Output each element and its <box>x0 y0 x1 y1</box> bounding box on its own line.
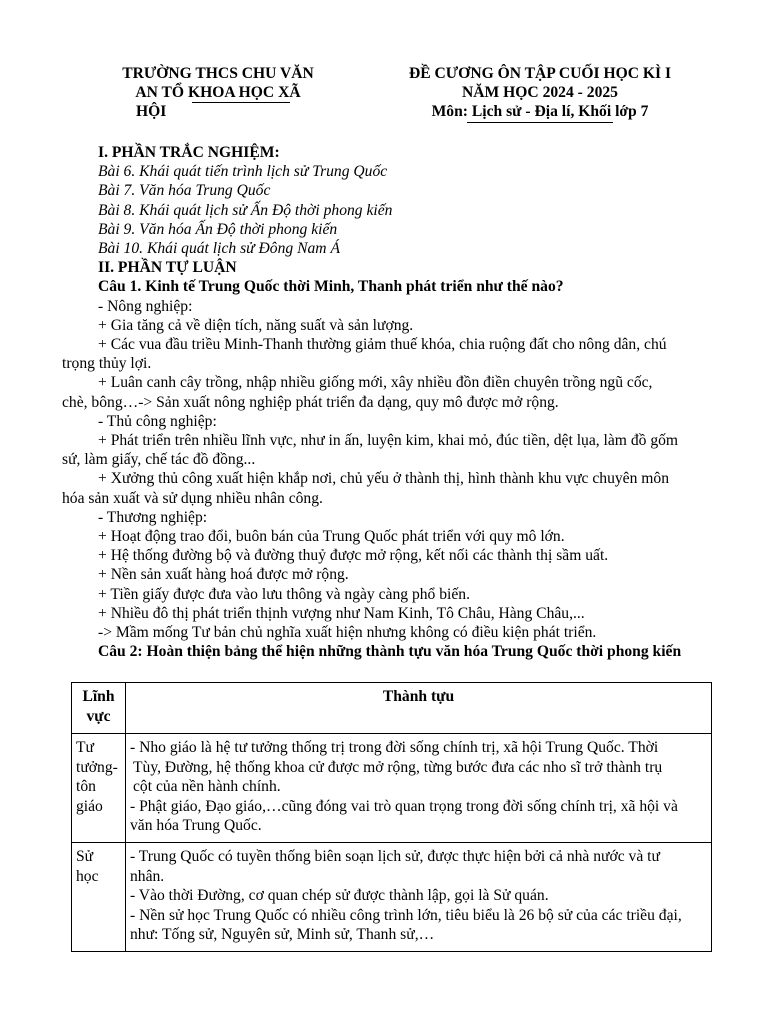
part2-heading: II. PHẦN TỰ LUẬN <box>98 259 237 277</box>
field-cell <box>72 734 126 843</box>
lesson-item: Bài 9. Văn hóa Ấn Độ thời phong kiến <box>98 220 338 238</box>
agriculture-point-cont: trọng thủy lợi. <box>62 355 152 373</box>
column-header-achievement: Thành tựu <box>126 683 712 734</box>
school-header <box>110 64 326 122</box>
commerce-point: + Nền sản xuất hàng hoá được mở rộng. <box>98 566 349 584</box>
commerce-point: + Tiền giấy được đưa vào lưu thông và ngày càng phổ biến. <box>98 585 470 603</box>
subject-prefix: Môn: <box>431 103 472 121</box>
question-1-title: Câu 1. Kinh tế Trung Quốc thời Minh, Thanh phát triển như thế nào? <box>98 278 564 296</box>
field-text: Tư <box>76 739 94 756</box>
header-text: Lĩnh <box>82 688 115 705</box>
achievement-text: - Phật giáo, Đạo giáo,…cũng đóng vai trò quan trọng trong đời sống chính trị, xã hội và <box>130 797 678 815</box>
header-text: vực <box>86 707 111 725</box>
question-2-title: Câu 2: Hoàn thiện bảng thể hiện những thành tựu văn hóa Trung Quốc thời phong kiến <box>98 643 682 661</box>
handicraft-point: + Phát triển trên nhiều lĩnh vực, như in ấn, luyện kim, khai mỏ, đúc tiền, dệt lụa, làm đồ gốm <box>98 432 679 450</box>
table-row <box>72 734 712 843</box>
achievement-cell <box>126 842 712 951</box>
agriculture-heading: - Nông nghiệp: <box>98 297 193 315</box>
achievement-text: nhân. <box>130 867 165 885</box>
agriculture-point-cont: chè, bông…-> Sản xuất nông nghiệp phát triển đa dạng, quy mô được mở rộng. <box>62 393 559 411</box>
achievement-text: Tùy, Đường, hệ thống khoa cử được mở rộng, từng bước đưa các nho sĩ trở thành trụ <box>133 758 663 776</box>
handicraft-point-cont: hóa sản xuất và sử dụng nhiều nhân công. <box>62 489 323 507</box>
agriculture-point: + Luân canh cây trồng, nhập nhiều giống mới, xây nhiều đồn điền chuyên trồng ngũ cốc, <box>98 374 653 392</box>
document-body <box>62 143 722 661</box>
subject-name: Lịch sử - Địa lí, Khối lớp 7 <box>471 103 649 121</box>
subject-line <box>380 102 700 121</box>
commerce-point: + Hoạt động trao đổi, buôn bán của Trung Quốc phát triển với quy mô lớn. <box>98 528 565 546</box>
achievement-text: - Nho giáo là hệ tư tưởng thống trị trong đời sống chính trị, xã hội Trung Quốc. Thời <box>130 739 659 756</box>
subject-underline <box>467 122 613 123</box>
document-title-block <box>380 64 700 122</box>
header-underline <box>192 102 290 103</box>
school-name-line2: AN TỔ KHOA HỌC XÃ <box>135 84 301 102</box>
achievements-table <box>71 682 712 952</box>
achievement-text: - Vào thời Đường, cơ quan chép sử được thành lập, gọi là Sử quán. <box>130 887 549 905</box>
lesson-item: Bài 8. Khái quát lịch sử Ấn Độ thời phong kiến <box>98 201 393 219</box>
column-header-field <box>72 683 126 734</box>
field-text: tưởng- <box>76 758 118 776</box>
school-name-line1: TRƯỜNG THCS CHU VĂN <box>122 65 314 82</box>
document-title: ĐỀ CƯƠNG ÔN TẬP CUỐI HỌC KÌ I <box>408 65 672 82</box>
field-cell <box>72 842 126 951</box>
lesson-item: Bài 10. Khái quát lịch sử Đông Nam Á <box>98 240 340 258</box>
field-text: học <box>76 867 99 885</box>
table-row <box>72 842 712 951</box>
achievement-cell <box>126 734 712 843</box>
handicraft-heading: - Thủ công nghiệp: <box>98 412 217 430</box>
achievement-text: văn hóa Trung Quốc. <box>130 817 262 835</box>
commerce-conclusion: -> Mầm mống Tư bản chủ nghĩa xuất hiện nhưng không có điều kiện phát triển. <box>98 624 597 642</box>
commerce-point: + Nhiều đô thị phát triển thịnh vượng như Nam Kinh, Tô Châu, Hàng Châu,... <box>98 604 585 622</box>
handicraft-point-cont: sứ, làm giấy, chế tác đồ đồng... <box>62 451 256 469</box>
lesson-item: Bài 7. Văn hóa Trung Quốc <box>98 182 271 200</box>
achievement-text: - Nền sử học Trung Quốc có nhiều công trình lớn, tiêu biểu là 26 bộ sử của các triều đại, <box>130 906 682 924</box>
field-text: giáo <box>76 797 103 815</box>
commerce-heading: - Thương nghiệp: <box>98 508 208 526</box>
agriculture-point: + Gia tăng cả về diện tích, năng suất và sản lượng. <box>98 316 414 334</box>
school-name-line3: HỘI <box>136 103 167 121</box>
achievement-text: cột của nền hành chính. <box>133 778 281 796</box>
part1-heading: I. PHẦN TRẮC NGHIỆM: <box>98 144 280 161</box>
achievement-text: - Trung Quốc có tuyền thống biên soạn lịch sử, được thực hiện bởi cả nhà nước và tư <box>130 847 660 865</box>
achievement-text: như: Tống sử, Nguyên sử, Minh sử, Thanh sử,… <box>130 926 435 944</box>
table-header-row <box>72 683 712 734</box>
school-year: NĂM HỌC 2024 - 2025 <box>462 84 618 102</box>
handicraft-point: + Xưởng thủ công xuất hiện khắp nơi, chủ yếu ở thành thị, hình thành khu vực chuyên môn <box>98 470 669 488</box>
commerce-point: + Hệ thống đường bộ và đường thuỷ được mở rộng, kết nối các thành thị sầm uất. <box>98 547 609 565</box>
lesson-item: Bài 6. Khái quát tiến trình lịch sử Trung Quốc <box>98 163 388 181</box>
field-text: tôn <box>76 778 96 796</box>
agriculture-point: + Các vua đầu triều Minh-Thanh thường giảm thuế khóa, chia ruộng đất cho nông dân, chú <box>98 336 667 354</box>
field-text: Sử <box>76 847 94 865</box>
